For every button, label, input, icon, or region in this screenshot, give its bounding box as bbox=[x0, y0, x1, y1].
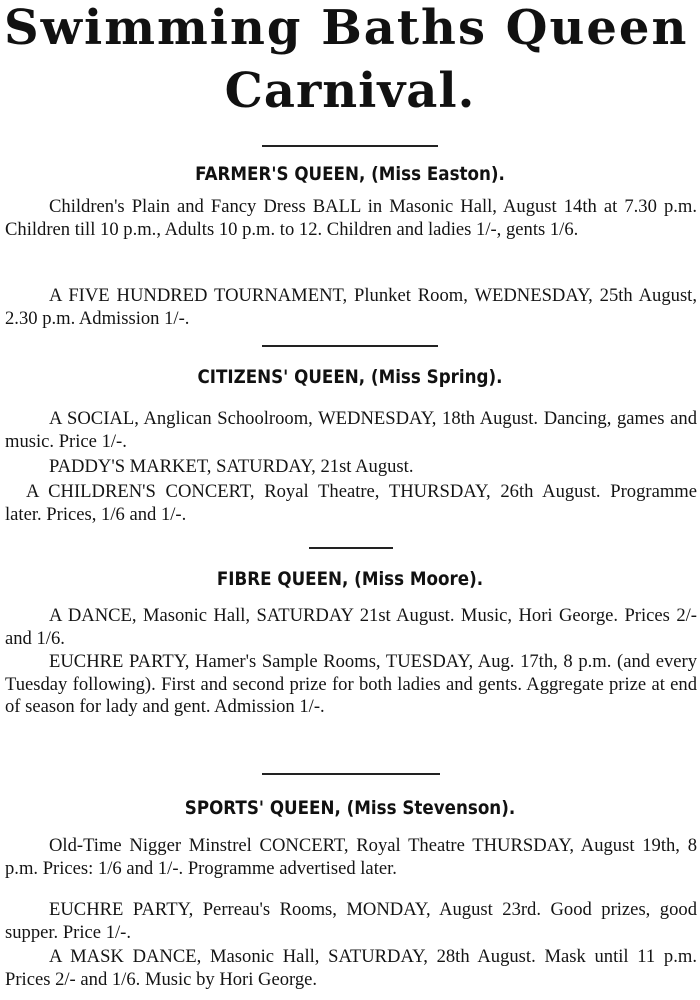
section-divider bbox=[262, 345, 438, 347]
section-paragraph: Old-Time Nigger Minstrel CONCERT, Royal Theatre THURSDAY, August 19th, 8 p.m. Prices: 1/6 and 1/-. Programme advertised later. bbox=[5, 835, 697, 879]
section-heading-fibre-queen: FIBRE QUEEN, (Miss Moore). bbox=[216, 568, 484, 590]
section-divider bbox=[262, 773, 440, 775]
section-paragraph: PADDY'S MARKET, SATURDAY, 21st August. bbox=[49, 456, 414, 477]
section-divider bbox=[309, 547, 393, 549]
notice-title-line-1: Swimming Baths Queen bbox=[4, 0, 689, 56]
section-heading-sports-queen: SPORTS' QUEEN, (Miss Stevenson). bbox=[184, 797, 516, 819]
section-paragraph: EUCHRE PARTY, Hamer's Sample Rooms, TUESDAY, Aug. 17th, 8 p.m. (and every Tuesday following). First and second prize for both ladies and gents. Aggregate prize at end of season for lady and gent. Admission 1/-. bbox=[5, 651, 697, 717]
section-heading-citizens-queen: CITIZENS' QUEEN, (Miss Spring). bbox=[197, 366, 503, 388]
section-paragraph: Children's Plain and Fancy Dress BALL in Masonic Hall, August 14th at 7.30 p.m. Children till 10 p.m., Adults 10 p.m. to 12. Children and ladies 1/-, gents 1/6. bbox=[5, 196, 697, 240]
notice-title-line-2: Carnival. bbox=[224, 63, 476, 119]
section-divider bbox=[262, 145, 438, 147]
section-paragraph: A FIVE HUNDRED TOURNAMENT, Plunket Room, WEDNESDAY, 25th August, 2.30 p.m. Admission 1/-. bbox=[5, 285, 697, 329]
section-paragraph: A MASK DANCE, Masonic Hall, SATURDAY, 28th August. Mask until 11 p.m. Prices 2/- and 1/6. Music by Hori George. bbox=[5, 946, 697, 990]
section-paragraph: A DANCE, Masonic Hall, SATURDAY 21st August. Music, Hori George. Prices 2/- and 1/6. bbox=[5, 605, 697, 649]
section-heading-farmers-queen: FARMER'S QUEEN, (Miss Easton). bbox=[195, 163, 505, 185]
section-paragraph: EUCHRE PARTY, Perreau's Rooms, MONDAY, August 23rd. Good prizes, good supper. Price 1/-. bbox=[5, 899, 697, 943]
section-paragraph: A SOCIAL, Anglican Schoolroom, WEDNESDAY, 18th August. Dancing, games and music. Price 1/-. bbox=[5, 408, 697, 452]
section-paragraph: A CHILDREN'S CONCERT, Royal Theatre, THURSDAY, 26th August. Programme later. Prices, 1/6 and 1/-. bbox=[5, 481, 697, 525]
